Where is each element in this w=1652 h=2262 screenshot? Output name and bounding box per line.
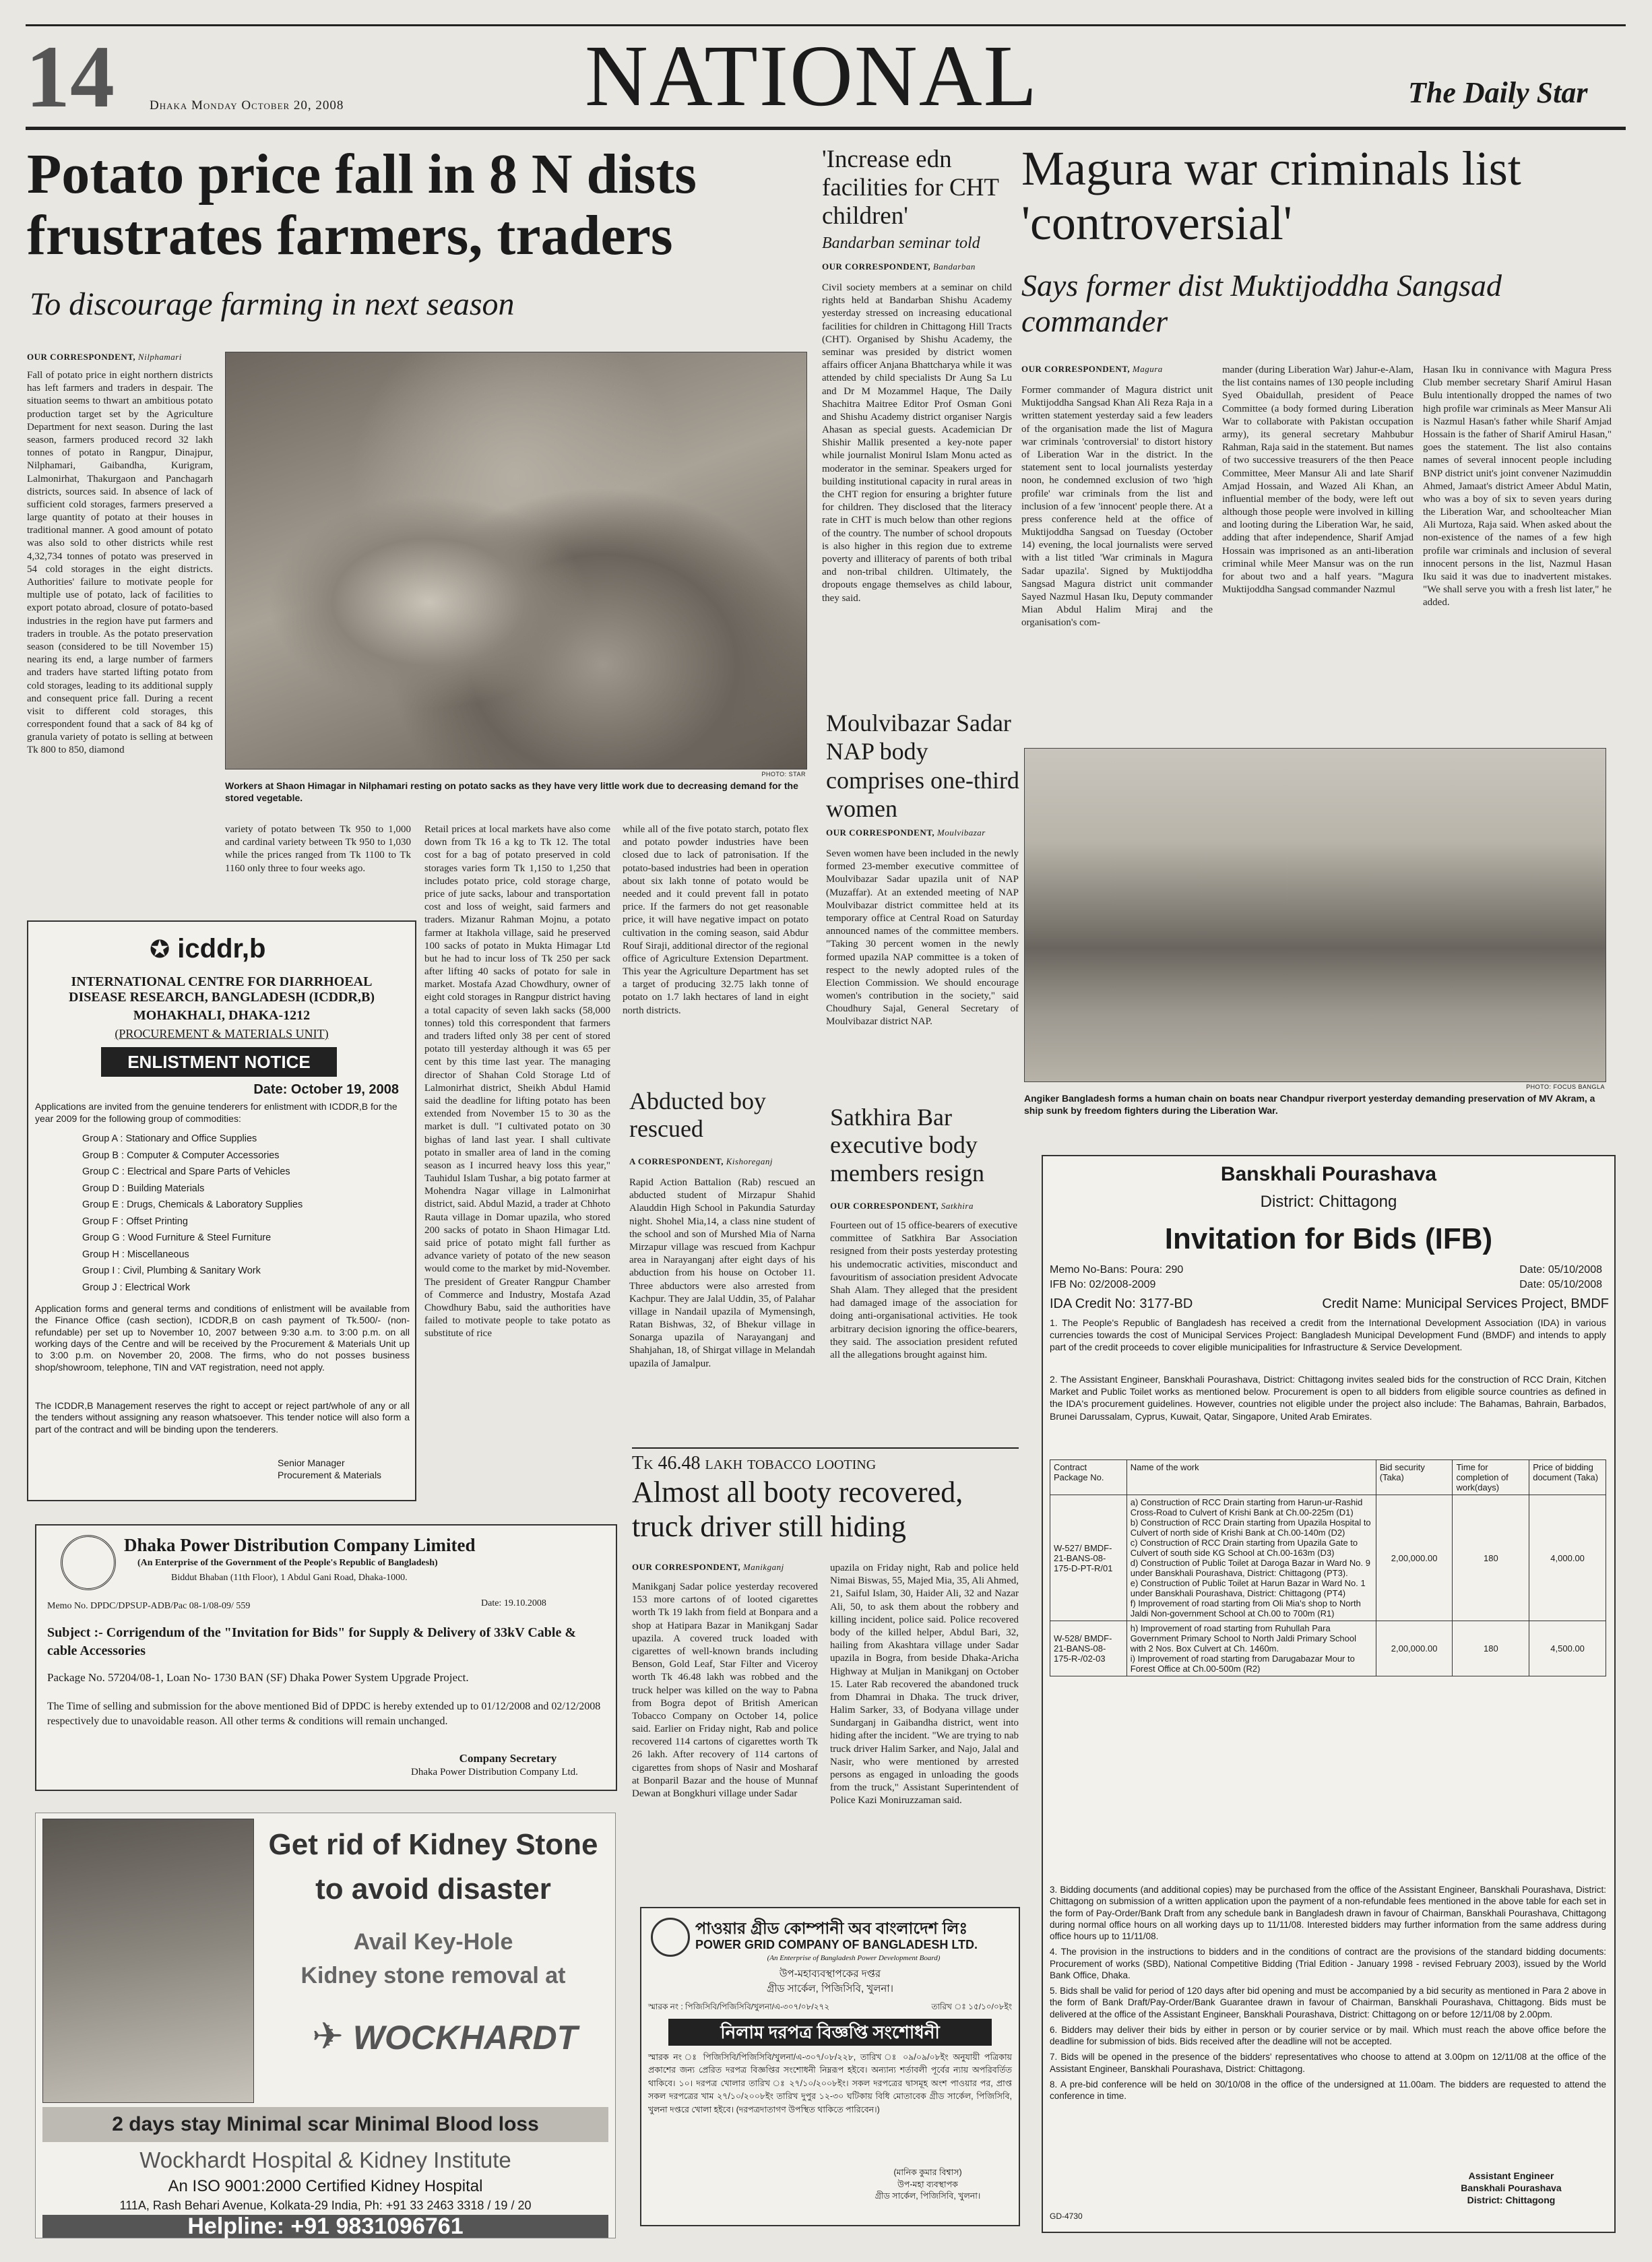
security-cell: 2,00,000.00: [1376, 1495, 1453, 1621]
group-item: Group G : Wood Furniture & Steel Furniture: [82, 1232, 272, 1243]
kidney-ad: [35, 1813, 616, 2238]
human-chain-photo: [1024, 748, 1606, 1082]
potato-col2: variety of potato between Tk 950 to 1,000 and cardinal variety between Tk 950 to 1,030 while the prices ranged from Tk 1100 to Tk 1160 only three to four weeks ago.: [225, 824, 411, 874]
icddrb-logo: ✪ icddr,b: [150, 934, 266, 964]
ifb-note: 3. Bidding documents (and additional copies) may be purchased from the office of the Assistant Engineer, Banskhali Pourashava, District: Chittagong on submission of a written application upon the payment of a non-refundable fees mentioned in the above table for each set in the form of Pay-Order/Bank Draft from any schedule bank in Bangladesh drawn in favour of Chairman, Banskhali Pourashava, Chittagong during normal office hours on all working days up to 11/11/08. Interested bidders may further information from the same address during office hours up to 11/11/08.: [1050, 1885, 1606, 1942]
ifb-note: 5. Bids shall be valid for period of 120 days after bid opening and must be accompanied by a bid security as mentioned in Para 2 above in the form of Bank Draft/Pay-Order/Bank Guarantee drawn in favour of Chairman, Banskhali Pourashava, Chittagong. Bids must be delivered at the office of the Assistant Engineer, Banskhali Pourashava, District: Chittagong on or before 12/11/08 by 2.00pm.: [1050, 1986, 1606, 2019]
ifb-memo: Memo No-Bans: Poura: 290: [1050, 1264, 1184, 1276]
package-cell: W-527/ BMDF-21-BANS-08-175-D-PT-R/01: [1050, 1495, 1127, 1621]
magura-col1: Former commander of Magura district unit Muktijoddha Sangsad Khan Ali Reza Raja in a written statement yesterday said a few leaders of the organisation made the list of Magura war criminals 'controversial' to distort history of Liberation War in the district. In the statement sent to local journalists yesterday noon, he condemned exclusion of two 'high profile' war criminals from the list and inclusion of a few 'innocent' people there. At a press conference held at the office of Muktijoddha Sangsad on Tuesday (October 14) evening, the local journalists were served with a list titled 'War criminals in Magura Sadar upazila'. Signed by Muktijoddha Sangsad Magura district unit commander Sayed Nazmul Hasan Iku, Deputy commander Mian Abdul Halim Miraj and the organisation's com-: [1021, 385, 1213, 629]
ifb-memo-date: Date: 05/10/2008: [1519, 1264, 1602, 1276]
ifb-note: 6. Bidders may deliver their bids by either in person or by courier service or by mail. Which must reach the above office before the deadline for submission of bids. Bids received after the deadline will not be accepted.: [1050, 2024, 1606, 2047]
cht-subhead: Bandarban seminar told: [822, 234, 980, 252]
ifb-note: 7. Bids will be opened in the presence of the bidders' representatives who choose to attend at 3.00pm on 12/11/08 at the office of the Assistant Engineer, Banskhali Pourashava, District: Chittagong.: [1050, 2052, 1606, 2074]
group-item: Group E : Drugs, Chemicals & Laboratory Supplies: [82, 1199, 303, 1210]
kidney-hospital: Wockhardt Hospital & Kidney Institute: [139, 2147, 511, 2172]
pgcb-circle: গ্রীড সার্কেল, পিজিসিবি, খুলনা।: [766, 1983, 894, 1994]
dpdc-ad: [35, 1524, 617, 1791]
dpdc-package: Package No. 57204/08-1, Loan No- 1730 BAN (SF) Dhaka Power System Upgrade Project.: [47, 1671, 469, 1684]
group-item: Group C : Electrical and Spare Parts of Vehicles: [82, 1166, 290, 1177]
pgcb-name: POWER GRID COMPANY OF BANGLADESH LTD.: [695, 1938, 978, 1951]
ifb-table-wrap: [1050, 1459, 1606, 1676]
pgcb-ad: [640, 1907, 1020, 2226]
potato-caption: Workers at Shaon Himagar in Nilphamari resting on potato sacks as they have very little work due to decreasing demand for the stored vegetable.: [225, 780, 798, 803]
col-header: Contract Package No.: [1050, 1460, 1127, 1495]
pgcb-office: উপ-মহাব্যবস্থাপকের দপ্তর: [779, 1968, 881, 1980]
tobacco-headline: Almost all booty recovered, truck driver still hiding: [632, 1476, 963, 1543]
potato-byline: OUR CORRESPONDENT, Nilphamari: [27, 352, 182, 362]
kidney-avail: Avail Key-Hole: [353, 1929, 513, 1955]
satkhira-headline: Satkhira Bar executive body members resign: [830, 1104, 984, 1187]
kidney-helpline: Helpline: +91 9831096761: [42, 2215, 608, 2238]
icddrb-date: Date: October 19, 2008: [253, 1082, 399, 1097]
dpdc-address: Biddut Bhaban (11th Floor), 1 Abdul Gani Road, Dhaka-1000.: [171, 1573, 408, 1583]
human-chain-caption: Angiker Bangladesh forms a human chain on boats near Chandpur riverport yesterday demanding preservation of MV Akram, a ship sunk by freedom fighters during the Liberation War.: [1024, 1093, 1595, 1116]
ifb-number: IFB No: 02/2008-2009: [1050, 1279, 1156, 1290]
dpdc-org: Dhaka Power Distribution Company Limited: [124, 1535, 476, 1555]
dpdc-body: The Time of selling and submission for the above mentioned Bid of DPDC is hereby extended up to 01/12/2008 and 02/12/2008 respectively due to unavoidable reason. All other terms & conditions will remain unchanged.: [47, 1701, 601, 1728]
satkhira-body: Fourteen out of 15 office-bearers of executive committee of Satkhira Bar Association resigned from their posts yesterday protesting his undemocratic activities, misconduct and favouritism of association president Advocate Shah Alam. They alleged that the president had damaged image of the association for doing anti-organisational activities. He took arbitrary decision ignoring the office-bearers, they said. The association president refuted all the allegations brought against him.: [830, 1220, 1017, 1360]
icddrb-ad: [27, 920, 416, 1501]
tobacco-kicker: Tk 46.48 lakh tobacco looting: [632, 1453, 877, 1474]
human-chain-photo-credit: PHOTO: FOCUS BANGLA: [1526, 1083, 1605, 1090]
wockhardt-logo: ✈ WOCKHARDT: [312, 2015, 578, 2057]
tobacco-col2: upazila on Friday night, Rab and police held Nimai Biswas, 55, Majed Mia, 35, Ali Ahmed, 21, Saiful Islam, 30, Haider Ali, 32 and Nazar Ali, 50, to ask them about the robbery and killing incident, police said. Police recovered body of the killed helper, Abdul Bari, 32, hailing from Akashtara village under Sadar upazila in Bogra, from beside Dhaka-Aricha Highway at Muljan in Manikganj on October 15. Later Rab recovered the abandoned truck from Dhamrai in Dhaka. The truck driver, Halim Sarker, 33, of Bodyana village under Sundarganj in Gaibandha district, went into hiding after the incident. "We are trying to nab truck driver Halim Sarker, and Najo, Jalal and Nasir, who were mentioned by arrested persons as engaged in unloading the goods from the truck," Assistant Superintendent of Police Kazi Moniruzzaman said.: [830, 1563, 1019, 1807]
ifb-code: GD-4730: [1050, 2211, 1083, 2221]
days-cell: 180: [1453, 1621, 1529, 1676]
icddrb-para1: Application forms and general terms and conditions of enlistment will be available from the Finance Office (cash section), ICDDR,B on cash payment of Tk.500/- (non-refundable) per set up to November 10, 2007 between 9:30 a.m. to 3:00 p.m. on all working days of the Centre and will be received by the Procurement & Materials Unit up to 3:00 p.m. on November 20, 2008. The firms, who do not posses business shop/showroom, telephone, TIN and VAT registration, need not apply.: [35, 1303, 410, 1373]
work-cell: h) Improvement of road starting from Ruhullah Para Government Primary School to North Jaldi Primary School with 2 Nos. Box Culvert at Ch. 1460m. i) Improvement of road starting from Darugabazar Mour to Forest Office at Ch.00-500m (R2): [1126, 1621, 1376, 1676]
paper-name: The Daily Star: [1408, 76, 1588, 109]
group-item: Group I : Civil, Plumbing & Sanitary Work: [82, 1265, 261, 1276]
ifb-note: 8. A pre-bid conference will be held on 30/10/08 in the office of the undersigned at 11.00am. The bidders are requested to attend the conference in time.: [1050, 2079, 1606, 2102]
ifb-credit-no: IDA Credit No: 3177-BD: [1050, 1296, 1193, 1311]
potato-col1: Fall of potato price in eight northern districts has left farmers and traders in despair. The situation seems to thwart an ambitious potato production target set by the Agriculture Department for next season. During the last season, farmers produced record 32 lakh tonnes of potato in Rangpur, Dinajpur, Nilphamari, Gaibandha, Kurigram, Lalmonirhat, Thakurgaon and Panchagarh districts, sources said. In absence of lack of sufficient cold storages, farmers preserved a large quantity of potato at their houses in traditional manner. A good amount of potato was also sold to other districts while rest 4,32,734 tonnes of potato was preserved in 54 cold storages in the eight districts. Authorities' failure to motivate people for multiple use of potato, lack of facilities to export potato abroad, closure of potato-based industries in the region have put farmers and traders in trouble. As the potato preservation season (considered to be till November 15) nearing its end, a large number of farmers and traders have started lifting potato from cold storages, leading to its additional supply and consequent price fall. During a recent visit to different cold storages, this correspondent found that a sack of 84 kg of granula variety of potato is selling at between Tk 800 to 850, diamond: [27, 370, 213, 756]
col-header: Price of bidding document (Taka): [1529, 1460, 1606, 1495]
icddrb-org: INTERNATIONAL CENTRE FOR DIARRHOEAL DISEASE RESEARCH, BANGLADESH (ICDDR,B): [69, 974, 375, 1005]
ifb-org: Banskhali Pourashava: [1220, 1163, 1437, 1185]
group-item: Group J : Electrical Work: [82, 1282, 191, 1293]
potato-photo-credit: PHOTO: STAR: [761, 771, 806, 778]
dpdc-sign1: Company Secretary: [459, 1752, 557, 1765]
banskhali-ifb: [1042, 1155, 1616, 2233]
ifb-table-header: [1050, 1460, 1606, 1495]
col-header: Name of the work: [1126, 1460, 1376, 1495]
group-item: Group B : Computer & Computer Accessories: [82, 1150, 280, 1161]
pgcb-signature: (মানিক কুমার বিশ্বাস) উপ-মহা ব্যবস্থাপক গ্রীড সার্কেল, পিজিসিবি, খুলনা।: [875, 2168, 981, 2201]
table-row: [1050, 1621, 1606, 1676]
days-cell: 180: [1453, 1495, 1529, 1621]
group-item: Group A : Stationary and Office Supplies: [82, 1133, 257, 1144]
dpdc-date: Date: 19.10.2008: [481, 1598, 546, 1608]
group-item: Group D : Building Materials: [82, 1183, 205, 1194]
icddrb-intro: Applications are invited from the genuine tenderers for enlistment with ICDDR,B for the year 2009 for the following group of commodities:: [35, 1101, 398, 1124]
kidney-address: 111A, Rash Behari Avenue, Kolkata-29 India, Ph: +91 33 2463 3318 / 19 / 20: [119, 2199, 532, 2212]
ifb-para2: 2. The Assistant Engineer, Banskhali Pourashava, District: Chittagong invites sealed bids for the construction of RCC Drain, Kitchen Market and Public Toilet works as mentioned below. Procurement is open to all bidders from eligible source countries as defined in the IDA's procurement guidelines. However, countries not eligible under the project also include: The Bahamas, Bahrain, Barbados, Brunei Darussalam, Cyprus, Kuwait, Qatar, Singapore, United Arab Emirates.: [1050, 1374, 1606, 1422]
potato-subhead: To discourage farming in next season: [30, 286, 515, 322]
kidney-title-2: to avoid disaster: [315, 1873, 551, 1906]
abducted-headline: Abducted boy rescued: [629, 1088, 766, 1143]
kidney-title-1: Get rid of Kidney Stone: [268, 1828, 598, 1861]
tobacco-byline: OUR CORRESPONDENT, Manikganj: [632, 1562, 784, 1572]
group-item: Group F : Offset Printing: [82, 1216, 188, 1227]
potato-col4: while all of the five potato starch, potato flex and potato powder industries have been closed due to lack of patronisation. If the potato-based industries had been in operation about six lakh tonne of potato would be needed and it could prevent fall in potato price. If the farmers do not get reasonable price, it will have negative impact on potato cultivation in the coming season, said Abdur Rouf Siraji, additional director of the regional office of Agriculture Extension Department. This year the Agriculture Department has set a target of producing 32.75 lakh tonne of potato on 1.7 lakh hectares of land in eight north districts.: [623, 824, 808, 1016]
magura-col2: mander (during Liberation War) Jahur-e-Alam, the list contains names of 130 people including Syed Obaidullah, president of Peace Committee (a body formed during Liberation War to collaborate with Pakistan occupation army), its general secretary Mahbubur Rahman, Raja said in the statement. But names of two successive treasurers of the then Peace Committee, Meer Mansur Ali and late Sharif Amjad Hossain, and Wazed Ali Khan, an influential member of the body, were left out although those people were involved in killing and looting during the Liberation War, he said, adding that after independence, Sharif Amjad Hossain was imprisoned as an anti-liberation criminal while Meer Mansur was on the run for about two and a half years. "Magura Muktijoddha Sangsad commander Nazmul: [1222, 365, 1413, 596]
icddrb-unit: (PROCUREMENT & MATERIALS UNIT): [115, 1027, 329, 1040]
package-cell: W-528/ BMDF-21-BANS-08-175-R-/02-03: [1050, 1621, 1127, 1676]
icddrb-logo-icon: ✪: [150, 935, 170, 963]
pgcb-logo-icon: [651, 1918, 690, 1957]
magura-byline: OUR CORRESPONDENT, Magura: [1021, 364, 1163, 374]
ifb-notes: [1050, 1884, 1606, 2102]
dpdc-subject: Subject :- Corrigendum of the "Invitation for Bids" for Supply & Delivery of 33kV Cable & cable Accessories: [47, 1625, 576, 1658]
pgcb-body: স্মারক নং ঃ পিজিসিবি/পিজিসিবি/খুলনা/এ-৩০৭/০৮/২২৮, তারিখ ঃ ০৯/০৯/০৮ইং অনুযায়ী পত্রিকায় প্রকাশের জন্য প্রেরিত দরপত্র বিজ্ঞপ্তির সংশোধনী নিম্নরূপ হইবে। অন্যান্য শর্তাবলী পূর্বের ন্যায় অপরিবর্তিত থাকিবে। ১০। দরপত্র খোলার তারিখ ঃ ২৭/১০/২০০৮ইং। সকল দরপত্রের দ্বাসমূহ অংশ পাওয়ার পর, প্রাপ্ত সকল দরপত্রের খাম ২৭/১০/২০০৮ইং তারিখ দুপুর ১২-৩০ ঘটিকায় বিধি মোতাবেক গ্রীড সার্কেল, পিজিসিবি, খুলনা দপ্তরে খোলা হইবে। (দরপত্রদাতাগণ উপস্থিত থাকিতে পারিবেন।): [648, 2052, 1012, 2114]
page-number: 14: [26, 27, 115, 126]
icddrb-signature: Senior Manager Procurement & Materials: [278, 1457, 382, 1481]
icddrb-para2: The ICDDR,B Management reserves the right to accept or reject part/whole of any or all the tenders without assigning any reason whatsoever. This tender notice will also form a part of the contract and will be binding upon the tenderers.: [35, 1400, 410, 1435]
potato-photo: [225, 352, 807, 769]
dpdc-sign2: Dhaka Power Distribution Company Ltd.: [411, 1767, 578, 1778]
dpdc-tagline: (An Enterprise of the Government of the People's Republic of Bangladesh): [137, 1558, 438, 1568]
group-item: Group H : Miscellaneous: [82, 1249, 189, 1260]
security-cell: 2,00,000.00: [1376, 1621, 1453, 1676]
dpdc-logo-icon: [61, 1535, 116, 1590]
magura-subhead: Says former dist Muktijoddha Sangsad commander: [1021, 268, 1502, 338]
magura-headline: Magura war criminals list 'controversial': [1021, 142, 1521, 251]
kidney-removal: Kidney stone removal at: [300, 1963, 566, 1988]
abducted-byline: A CORRESPONDENT, Kishoreganj: [629, 1156, 773, 1166]
pgcb-date: তারিখ ঃ ১৫/১০/০৮ইং: [931, 2002, 1012, 2011]
dpdc-memo: Memo No. DPDC/DPSUP-ADB/Pac 08-1/08-09/ 559: [47, 1601, 251, 1611]
cht-headline: 'Increase edn facilities for CHT children': [822, 146, 999, 230]
work-cell: a) Construction of RCC Drain starting from Harun-ur-Rashid Cross-Road to Culvert of Krishi Bank at Ch.00-225m (D1) b) Construction of RCC Drain starting from Upazila Hospital to Culvert of north side of Krishi Bank at Ch.00-140m (D2) c) Construction of RCC Drain starting from Upazila Gate to Culvert of south side KG School at Ch.00-163m (D3) d) Construction of Public Toilet at Daroga Bazar in Ward No. 9 under Banskhali Pourashava, District: Chittagong (PT3). e) Construction of Public Toilet at Harun Bazar in Ward No. 1 under Banskhali Pourashava, District: Chittagong (PT4) f) Improvement of road starting from Oli Mia's shop to North Jaldi Non-government School at Ch.00 to 700m (R1): [1126, 1495, 1376, 1621]
moulvibazar-byline: OUR CORRESPONDENT, Moulvibazar: [826, 827, 986, 838]
pgcb-banner: নিলাম দরপত্র বিজ্ঞপ্তি সংশোধনী: [668, 2019, 992, 2046]
dateline: Dhaka Monday October 20, 2008: [150, 98, 344, 113]
ifb-signature: Assistant Engineer Banskhali Pourashava District: Chittagong: [1461, 2170, 1562, 2206]
icddrb-address: MOHAKHALI, DHAKA-1212: [133, 1008, 311, 1023]
cht-byline: OUR CORRESPONDENT, Bandarban: [822, 261, 976, 272]
icddrb-group-list: [82, 1131, 399, 1296]
potato-col3: Retail prices at local markets have also come down from Tk 16 a kg to Tk 12. The total cost for a bag of potato preserved in cold storages varies form Tk 1,150 to 1,250 that includes potato price, cold storage charge, price of jute sacks, labour and transportation cost and loss of weight, said farmers and traders. Mizanur Rahman Mojnu, a potato farmer at Itakhola village, said he preserved 100 sacks of potato in Mukta Himagar Ltd but he had to incur loss of Tk 250 per sack after lifting 40 sacks of potato for sale in market. Mostafa Azad Chowdhury, owner of eight cold storages in Rangpur district having a total capacity of seven lakh sacks (58,000 tonnes) told this correspondent that farmers and traders lifted only 38 per cent of stored potato till yesterday although it was 65 per cent by this time last year. The managing director of Shahan Cold Storage Ltd of Lalmonirhat district, Sheikh Abdul Hamid said the deadline for lifting potato has been extended from November 15 to 30 as the market is dull. "I cultivated potato on 30 bighas of land last year. I shall cultivate potato in smaller area of land in the coming season as I incurred heavy loss this year," Tauhidul Islam Tushar, a big potato farmer at Mohendra Nagar village in Lalmonirhat district, said. Abdul Mazid, a trader at Chhoto Rauta village in Domar upazila, who stored 200 sacks of potato in Shaon Himagar Ltd. said price of potato might fall further as advance variety of potato of the new season would come to the market by mid-November. The president of Greater Rangpur Chamber of Commerce and Industry, Mostafa Azad Chowdhury Babu, said the authorities have failed to motivate people to take potato as substitute of rice: [424, 824, 610, 1340]
col-header: Time for completion of work(days): [1453, 1460, 1529, 1495]
enlistment-notice-banner: ENLISTMENT NOTICE: [101, 1047, 337, 1077]
ifb-para1: 1. The People's Republic of Bangladesh has received a credit from the International Development Association (IDA) in various currencies towards the cost of Municipal Services Project: Bangladesh Municipal Development Fund (BMDF) and intends to apply part of the credit proceeds to cover eligible municipalities for Infrastructure & Service Development.: [1050, 1317, 1606, 1353]
ifb-note: 4. The provision in the instructions to bidders and in the conditions of contract are the provisions of the standard bidding documents: Procurement of works (SBD), National Competitive Bidding (Trial Edition - January 1998 - revised February 2003), issued by the World Bank Office, Dhaka.: [1050, 1947, 1606, 1980]
magura-col3: Hasan Iku in connivance with Magura Press Club member secretary Sharif Amirul Hasan Bulu intentionally dropped the names of two high profile war criminals as Meer Mansur Ali is Nazmul Hasan's father while Sharif Amjad Hossain is the father of Sharif Amirul Hasan," goes the statement. The list also contains names of several innocent people including BNP district unit's joint convener Nazimuddin Ahmed, Jamaat's district Ameer Abdul Matin, who was a boy of six to seven years during the Liberation War, and schoolteacher Mian Ali Murtoza, Raja said. When asked about the non-existence of the names of a few high profile war criminals and inclusion of several innocent persons in the list, Nazmul Hasan Iku said it was due to inadvertent mistakes. "We shall serve you with a fresh list later," he added.: [1423, 365, 1612, 608]
ifb-number-date: Date: 05/10/2008: [1519, 1279, 1602, 1290]
moulvibazar-body: Seven women have been included in the newly formed 23-member executive committee of Moulvibazar Sadar upazila unit of NAP (Muzaffar). At an extended meeting of NAP Moulvibazar district committee held at its temporary office at Central Road on Saturday announced names of the committee members. "Taking 30 percent women in the newly formed upazila NAP committee is a token of respect to the newly adopted rules of the Election Commission. We should encourage women's contribution in the society," said Choudhury Sajal, General Secretary of Moulvibazar district NAP.: [826, 848, 1019, 1028]
price-cell: 4,000.00: [1529, 1495, 1606, 1621]
potato-headline: Potato price fall in 8 N dists frustrates farmers, traders: [27, 143, 697, 267]
pgcb-bangla-name: পাওয়ার গ্রীড কোম্পানী অব বাংলাদেশ লিঃ: [695, 1920, 968, 1938]
table-row: [1050, 1495, 1606, 1621]
satkhira-byline: OUR CORRESPONDENT, Satkhira: [830, 1201, 974, 1211]
wockhardt-logo-icon: ✈: [312, 2015, 344, 2057]
cht-body: Civil society members at a seminar on child rights held at Bandarban Shishu Academy yesterday stressed on increasing educational facilities for children in Chittagong Hill Tracts (CHT). Organised by Shishu Academy, the seminar was presided by district women affairs officer Anjana Bhattcharya while it was attended by child specialists Dr Aung Sa Lu and Dr M Mozammel Haque, The Daily Shachitra Maitree Editor Prof Osman Goni and Shishu Academy district organiser Nargis Ahasan as special guests. Academician Dr Shishir Mallik presented a key-note paper while journalist Monirul Islam Monu acted as moderator in the seminar. Speakers urged for building institutional capacity in rural areas in the CHT region for ensuring a brighter future for children. They disclosed that the literacy rate in CHT is much below than other regions of the country. The number of school dropouts is also higher in this region due to extreme poverty and illiteracy of parents of both tribal and non-tribal children. Ultimately, the dropouts engage themselves as child labour, they said.: [822, 282, 1012, 604]
abducted-body: Rapid Action Battalion (Rab) rescued an abducted student of Mirzapur Shahid Alauddin High School in Pakundia Saturday night. Shohel Mia,14, a class nine student of the school and son of Murshed Mia of Narna Mirzapur village was rescued from Kachpur area in Narayanganj after eight days of his abduction from his house on October 11. Three abductors were also arrested from Kachpur. They are Jalal Uddin, 35, of Palahar village in Nandail upazila of Mymensingh, Ratan Bishwas, 32, of Bhekur village in Sonarga upazila of Narayanganj and Shahjahan, 18, of Shirgat village in Melandah upazila of Jamalpur.: [629, 1177, 815, 1369]
ifb-table: [1050, 1459, 1606, 1676]
moulvibazar-headline: Moulvibazar Sadar NAP body comprises one-third women: [826, 710, 1019, 823]
price-cell: 4,500.00: [1529, 1621, 1606, 1676]
tobacco-col1: Manikganj Sadar police yesterday recovered 153 more cartons of of looted cigarettes worth Tk 19 lakh from field at Bonpara and a shop at Hatipara Bazar in Manikganj Sadar upazila. A covered truck loaded with cigarettes of well-known brands including Benson, Gold Leaf, Star Filter and Viceroy worth Tk 46.48 lakh was robbed and the truck helper was killed on the way to Pabna from Bogra depot of British American Tobacco Company on October 14, police said. Earlier on Friday night, Rab and police recovered 114 cartons of cigarettes worth Tk 26 lakh. After recovery of 114 cartons of cigarettes from shops of Nasir and Mosharaf at Bonparil Bazar and the house of Munnaf Dewan at Bongkhuri village under Sadar: [632, 1581, 818, 1799]
col-header: Bid security (Taka): [1376, 1460, 1453, 1495]
ifb-title: Invitation for Bids (IFB): [1164, 1222, 1493, 1255]
pgcb-tagline: (An Enterprise of Bangladesh Power Development Board): [767, 1954, 941, 1962]
ifb-district: District: Chittagong: [1260, 1193, 1397, 1211]
ifb-credit-name: Credit Name: Municipal Services Project, BMDF: [1322, 1296, 1609, 1311]
kidney-iso: An ISO 9001:2000 Certified Kidney Hospital: [168, 2177, 483, 2195]
doctor-photo: [42, 1819, 254, 2103]
pgcb-memo: স্মারক নং : পিজিসিবি/পিজিসিবি/খুলনা/এ-৩০৭/০৮/২৭২: [648, 2002, 830, 2011]
section-title: NATIONAL: [585, 28, 1039, 125]
kidney-features: 2 days stay Minimal scar Minimal Blood loss: [42, 2107, 608, 2142]
